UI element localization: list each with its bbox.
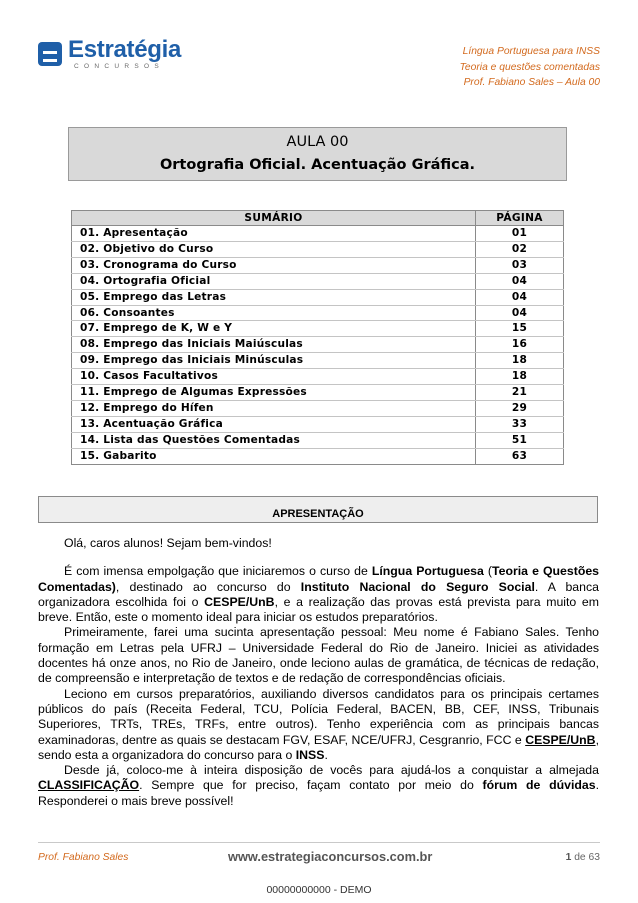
lesson-title-box xyxy=(68,127,567,181)
header-lesson: Prof. Fabiano Sales – Aula 00 xyxy=(463,77,600,88)
summary-page: 51 xyxy=(476,432,564,448)
paragraph-greeting: Olá, caros alunos! Sejam bem-vindos! xyxy=(64,536,272,550)
summary-item: 08. Emprego das Iniciais Maiúsculas xyxy=(72,337,476,353)
summary-page: 01 xyxy=(476,226,564,242)
summary-page: 04 xyxy=(476,273,564,289)
summary-header-row xyxy=(72,211,564,226)
summary-page: 16 xyxy=(476,337,564,353)
table-row xyxy=(72,273,564,289)
summary-page: 02 xyxy=(476,241,564,257)
summary-page: 18 xyxy=(476,369,564,385)
summary-item: 13. Acentuação Gráfica xyxy=(72,416,476,432)
summary-column-title: SUMÁRIO xyxy=(72,211,476,226)
table-row xyxy=(72,400,564,416)
footer-website-link[interactable]: www.estrategiaconcursos.com.br xyxy=(228,849,433,864)
logo xyxy=(38,38,181,71)
summary-item: 12. Emprego do Hífen xyxy=(72,400,476,416)
summary-page: 33 xyxy=(476,416,564,432)
summary-item: 10. Casos Facultativos xyxy=(72,369,476,385)
summary-page: 63 xyxy=(476,448,564,464)
table-row xyxy=(72,369,564,385)
summary-page: 29 xyxy=(476,400,564,416)
summary-page: 03 xyxy=(476,257,564,273)
summary-item: 09. Emprego das Iniciais Minúsculas xyxy=(72,353,476,369)
lesson-topic: Ortografia Oficial. Acentuação Gráfica. xyxy=(159,157,476,173)
page-number: 1 de 63 xyxy=(565,852,600,863)
summary-item: 03. Cronograma do Curso xyxy=(72,257,476,273)
table-row xyxy=(72,241,564,257)
table-row xyxy=(72,321,564,337)
summary-item: 01. Apresentação xyxy=(72,226,476,242)
paragraph-introduction: Primeiramente, farei uma sucinta apresentação pessoal: Meu nome é Fabiano Sales. Tenho formação em Letras pela UFRJ – Universidade Federal do Rio de Janeiro. Iniciei as atividades docentes há onze anos, no Rio de Janeiro, onde leciono aulas de gramática, de técnicas de redação, de compreensão e interpretação de textos e de redação de correspondências oficiais. xyxy=(38,625,599,686)
summary-item: 04. Ortografia Oficial xyxy=(72,273,476,289)
summary-page: 04 xyxy=(476,289,564,305)
logo-name: Estratégia xyxy=(68,36,182,63)
paragraph-course: É com imensa empolgação que iniciaremos o curso de Língua Portuguesa (Teoria e Questões Comentadas), destinado ao concurso do Instituto Nacional do Seguro Social. A banca organizadora escolhida foi o CESPE/UnB, e a realização das provas está prevista para muito em breve. Então, este o momento ideal para iniciar os estudos preparatórios. xyxy=(38,564,600,625)
summary-page: 21 xyxy=(476,385,564,401)
summary-item: 07. Emprego de K, W e Y xyxy=(72,321,476,337)
demo-watermark: 00000000000 - DEMO xyxy=(266,884,372,896)
table-row xyxy=(72,353,564,369)
section-title: APRESENTAÇÃO xyxy=(272,508,364,520)
summary-item: 14. Lista das Questões Comentadas xyxy=(72,432,476,448)
table-row xyxy=(72,257,564,273)
summary-table xyxy=(71,210,564,465)
summary-page: 04 xyxy=(476,305,564,321)
footer-divider xyxy=(38,842,600,843)
header-subtitle: Teoria e questões comentadas xyxy=(459,61,600,73)
summary-item: 05. Emprego das Letras xyxy=(72,289,476,305)
summary-page: 18 xyxy=(476,353,564,369)
summary-page: 15 xyxy=(476,321,564,337)
header-course: Língua Portuguesa para INSS xyxy=(462,46,600,57)
table-row xyxy=(72,289,564,305)
lesson-number: AULA 00 xyxy=(286,134,349,150)
presentation-text xyxy=(38,536,599,809)
paragraph-closing: Desde já, coloco-me à inteira disposição de vocês para ajudá-los a conquistar a almejada CLASSIFICAÇÃO. Sempre que for preciso, façam contato por meio do fórum de dúvidas. Responderei o mais breve possível! xyxy=(38,763,599,808)
logo-subtitle: CONCURSOS xyxy=(74,63,164,70)
section-header xyxy=(38,496,598,523)
paragraph-experience: Leciono em cursos preparatórios, auxiliando diversos candidatos para os principais certames públicos do país (Receita Federal, TCU, Polícia Federal, BACEN, BB, CEF, INSS, Tribunais Superiores, TRTs, TREs, TRFs, entre outros). Tenho experiência com as principais bancas examinadoras, dentre as quais se destacam FGV, ESAF, NCE/UFRJ, Cesgranrio, FCC e CESPE/UnB, sendo esta a organizadora do concurso para o INSS. xyxy=(38,686,599,762)
table-row xyxy=(72,305,564,321)
table-row xyxy=(72,226,564,242)
summary-item: 11. Emprego de Algumas Expressões xyxy=(72,385,476,401)
table-row xyxy=(72,448,564,464)
summary-item: 06. Consoantes xyxy=(72,305,476,321)
footer-author: Prof. Fabiano Sales xyxy=(38,852,129,863)
table-row xyxy=(72,385,564,401)
table-row xyxy=(72,337,564,353)
table-row xyxy=(72,432,564,448)
page-column-title: PÁGINA xyxy=(476,211,564,226)
table-row xyxy=(72,416,564,432)
header-info xyxy=(460,44,600,91)
summary-item: 02. Objetivo do Curso xyxy=(72,241,476,257)
summary-item: 15. Gabarito xyxy=(72,448,476,464)
logo-icon xyxy=(38,42,62,66)
